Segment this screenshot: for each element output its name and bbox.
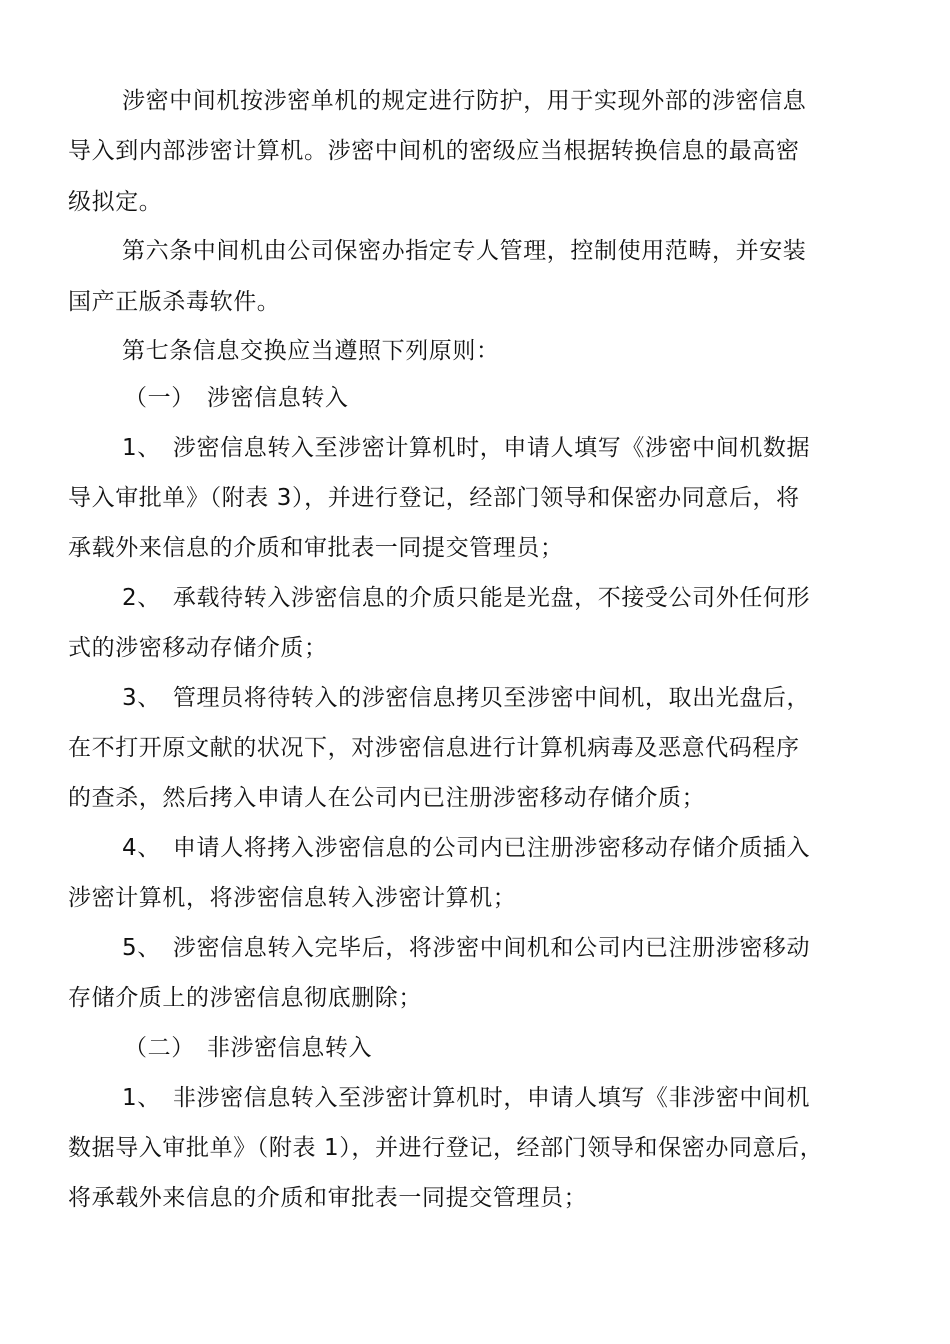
paragraph-line: 国产正版杀毒软件。 — [68, 289, 281, 315]
paragraph-line: 式的涉密移动存储介质； — [68, 635, 328, 661]
section-heading-1: （一） 涉密信息转入 — [124, 385, 349, 411]
paragraph-line: 存储介质上的涉密信息彻底删除； — [68, 985, 422, 1011]
section-heading-2: （二） 非涉密信息转入 — [124, 1035, 373, 1061]
list-item-line: 5、 涉密信息转入完毕后，将涉密中间机和公司内已注册涉密移动 — [122, 935, 811, 961]
paragraph-line: 涉密计算机，将涉密信息转入涉密计算机； — [68, 885, 517, 911]
paragraph-line: 数据导入审批单》（附表 1），并进行登记，经部门领导和保密办同意后， — [68, 1135, 824, 1161]
paragraph-line: 的查杀，然后拷入申请人在公司内已注册涉密移动存储介质； — [68, 785, 706, 811]
paragraph-line: 将承载外来信息的介质和审批表一同提交管理员； — [68, 1185, 588, 1211]
paragraph-line: 涉密中间机按涉密单机的规定进行防护，用于实现外部的涉密信息 — [122, 88, 807, 114]
article-7-line: 第七条信息交换应当遵照下列原则： — [122, 338, 500, 364]
list-item-line: 3、 管理员将待转入的涉密信息拷贝至涉密中间机，取出光盘后， — [122, 685, 811, 711]
paragraph-line: 承载外来信息的介质和审批表一同提交管理员； — [68, 535, 564, 561]
paragraph-line: 导入审批单》（附表 3），并进行登记，经部门领导和保密办同意后，将 — [68, 485, 800, 511]
list-item-line: 2、 承载待转入涉密信息的介质只能是光盘，不接受公司外任何形 — [122, 585, 811, 611]
paragraph-line: 导入到内部涉密计算机。涉密中间机的密级应当根据转换信息的最高密 — [68, 138, 800, 164]
list-item-line: 1、 涉密信息转入至涉密计算机时，申请人填写《涉密中间机数据 — [122, 435, 811, 461]
list-item-line: 1、 非涉密信息转入至涉密计算机时，申请人填写《非涉密中间机 — [122, 1085, 811, 1111]
paragraph-line: 在不打开原文献的状况下，对涉密信息进行计算机病毒及恶意代码程序 — [68, 735, 800, 761]
list-item-line: 4、 申请人将拷入涉密信息的公司内已注册涉密移动存储介质插入 — [122, 835, 811, 861]
paragraph-line: 级拟定。 — [68, 189, 163, 215]
article-6-line: 第六条中间机由公司保密办指定专人管理，控制使用范畴，并安装 — [122, 238, 807, 264]
